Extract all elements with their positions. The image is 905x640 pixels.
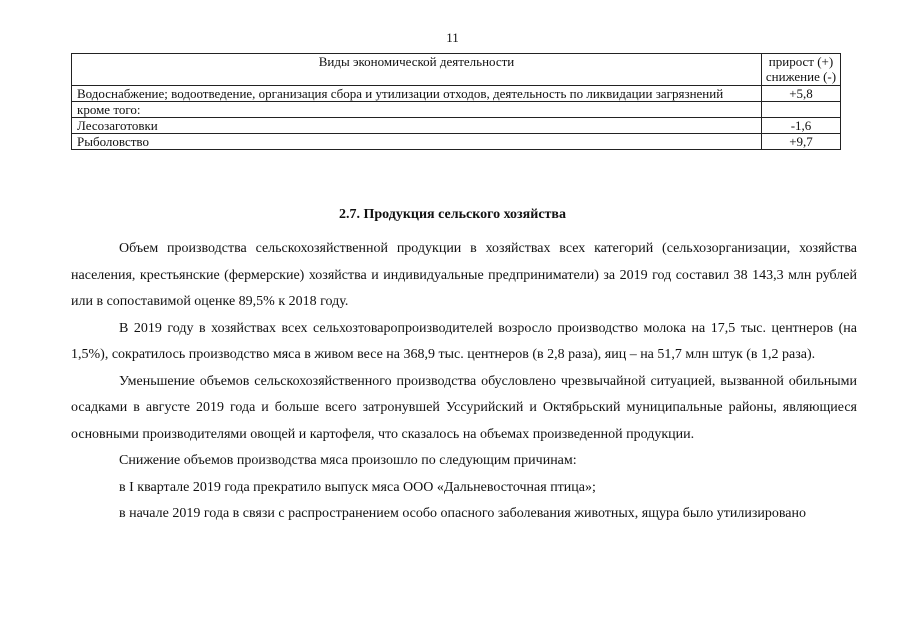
section-title: 2.7. Продукция сельского хозяйства — [339, 207, 566, 222]
row-value: +5,8 — [762, 86, 841, 102]
row-value: -1,6 — [762, 118, 841, 134]
row-value: +9,7 — [762, 134, 841, 150]
paragraph: в I квартале 2019 года прекратило выпуск мяса ООО «Дальневосточная птица»; — [119, 479, 596, 495]
row-activity: Водоснабжение; водоотведение, организация сбора и утилизации отходов, деятельность по ликвидации загрязнений — [72, 86, 762, 102]
paragraph: В 2019 году в хозяйствах всех сельхозтоваропроизводителей возросло производство молока на 17,5 тыс. центнеров (на 1,5%), сократилось производство мяса в живом весе на 368,9 тыс. центнеров (в 2,8 раза), яиц – на 51,7 млн штук (в 1,2 раза). — [71, 320, 857, 362]
table-row — [72, 102, 841, 118]
table-row — [72, 86, 841, 102]
section-body — [71, 236, 857, 528]
paragraph: Снижение объемов производства мяса произошло по следующим причинам: — [119, 453, 577, 468]
row-activity: Лесозаготовки — [72, 118, 762, 134]
header-change: прирост (+) снижение (-) — [762, 54, 841, 86]
paragraph: Объем производства сельскохозяйственной продукции в хозяйствах всех категорий (сельхозорганизации, хозяйства населения, крестьянские (фермерские) хозяйства и индивидуальные предприниматели) за 2019 год составил 38 143,3 млн рублей или в сопоставимой оценке 89,5% к 2018 году. — [71, 241, 857, 309]
economic-activity-table — [71, 53, 841, 150]
row-value — [762, 102, 841, 118]
paragraph: Уменьшение объемов сельскохозяйственного производства обусловлено чрезвычайной ситуацией, вызванной обильными осадками в августе 2019 года и больше всего затронувшей Уссурийский и Октябрьский муниципальные районы, являющиеся основными производителями овощей и картофеля, что сказалось на объемах произведенной продукции. — [71, 373, 857, 442]
header-activity-kind: Виды экономической деятельности — [72, 54, 762, 86]
page-number: 11 — [446, 30, 459, 45]
table-row — [72, 118, 841, 134]
table-header-row — [72, 54, 841, 86]
row-activity: Рыболовство — [72, 134, 762, 150]
table-row — [72, 134, 841, 150]
row-activity: кроме того: — [72, 102, 762, 118]
paragraph: в начале 2019 года в связи с распространением особо опасного заболевания животных, ящура было утилизировано — [119, 506, 806, 521]
